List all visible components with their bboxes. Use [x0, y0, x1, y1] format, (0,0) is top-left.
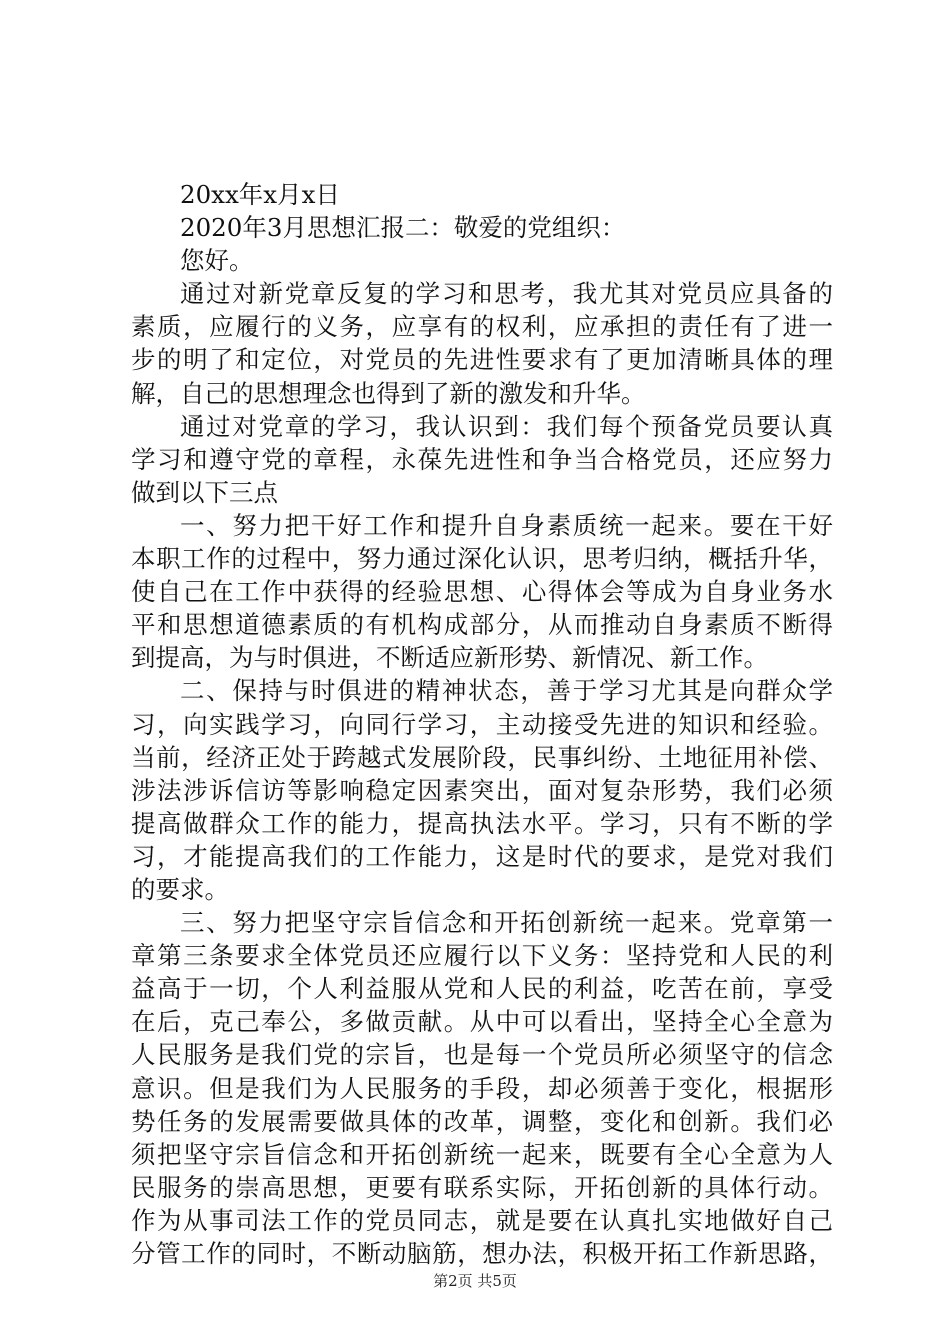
text-line: 章第三条要求全体党员还应履行以下义务：坚持党和人民的利 — [131, 941, 833, 971]
text-line: 益高于一切，个人利益服从党和人民的利益，吃苦在前，享受 — [131, 974, 833, 1004]
text-line: 通过对新党章反复的学习和思考，我尤其对党员应具备的 — [180, 279, 833, 309]
text-line: 意识。但是我们为人民服务的手段，却必须善于变化，根据形 — [131, 1073, 833, 1103]
text-line: 作为从事司法工作的党员同志，就是要在认真扎实地做好自己 — [131, 1205, 833, 1235]
text-line: 须把坚守宗旨信念和开拓创新统一起来，既要有全心全意为人 — [131, 1139, 833, 1169]
text-line: 三、努力把坚守宗旨信念和开拓创新统一起来。党章第一 — [180, 908, 833, 938]
text-line: 人民服务是我们党的宗旨，也是每一个党员所必须坚守的信念 — [131, 1040, 833, 1070]
text-line: 学习和遵守党的章程，永葆先进性和争当合格党员，还应努力 — [131, 444, 833, 474]
text-line: 民服务的崇高思想，更要有联系实际，开拓创新的具体行动。 — [131, 1172, 833, 1202]
text-line: 20xx年x月x日 — [180, 180, 340, 209]
text-line: 使自己在工作中获得的经验思想、心得体会等成为自身业务水 — [131, 577, 833, 607]
text-line: 二、保持与时俱进的精神状态，善于学习尤其是向群众学 — [180, 676, 833, 706]
text-line: 在后，克己奉公，多做贡献。从中可以看出，坚持全心全意为 — [131, 1007, 833, 1037]
text-line: 做到以下三点 — [131, 477, 278, 507]
text-line: 分管工作的同时，不断动脑筋，想办法，积极开拓工作新思路， — [131, 1239, 833, 1268]
text-line: 的要求。 — [131, 874, 229, 904]
text-line: 当前，经济正处于跨越式发展阶段，民事纠纷、土地征用补偿、 — [131, 742, 833, 772]
document-body — [131, 178, 833, 1270]
text-line: 素质，应履行的义务，应享有的权利，应承担的责任有了进一 — [131, 312, 833, 342]
text-line: 解，自己的思想理念也得到了新的激发和升华。 — [131, 378, 646, 408]
text-line: 步的明了和定位，对党员的先进性要求有了更加清晰具体的理 — [131, 345, 833, 375]
text-line: 涉法涉诉信访等影响稳定因素突出，面对复杂形势，我们必须 — [131, 775, 833, 805]
text-line: 习，向实践学习，向同行学习，主动接受先进的知识和经验。 — [131, 709, 833, 739]
text-line: 习，才能提高我们的工作能力，这是时代的要求，是党对我们 — [131, 841, 833, 871]
text-line: 您好。 — [180, 246, 254, 276]
text-line: 2020年3月思想汇报二：敬爱的党组织： — [180, 213, 626, 243]
text-line: 提高做群众工作的能力，提高执法水平。学习，只有不断的学 — [131, 808, 833, 838]
page-footer: 第2页 共5页 — [433, 1272, 517, 1290]
text-line: 到提高，为与时俱进，不断适应新形势、新情况、新工作。 — [131, 643, 768, 673]
text-line: 本职工作的过程中，努力通过深化认识，思考归纳，概括升华， — [131, 544, 833, 574]
text-line: 平和思想道德素质的有机构成部分，从而推动自身素质不断得 — [131, 610, 833, 640]
text-line: 势任务的发展需要做具体的改革，调整，变化和创新。我们必 — [131, 1106, 833, 1136]
text-line: 一、努力把干好工作和提升自身素质统一起来。要在干好 — [180, 510, 833, 540]
text-line: 通过对党章的学习，我认识到：我们每个预备党员要认真 — [180, 411, 833, 441]
